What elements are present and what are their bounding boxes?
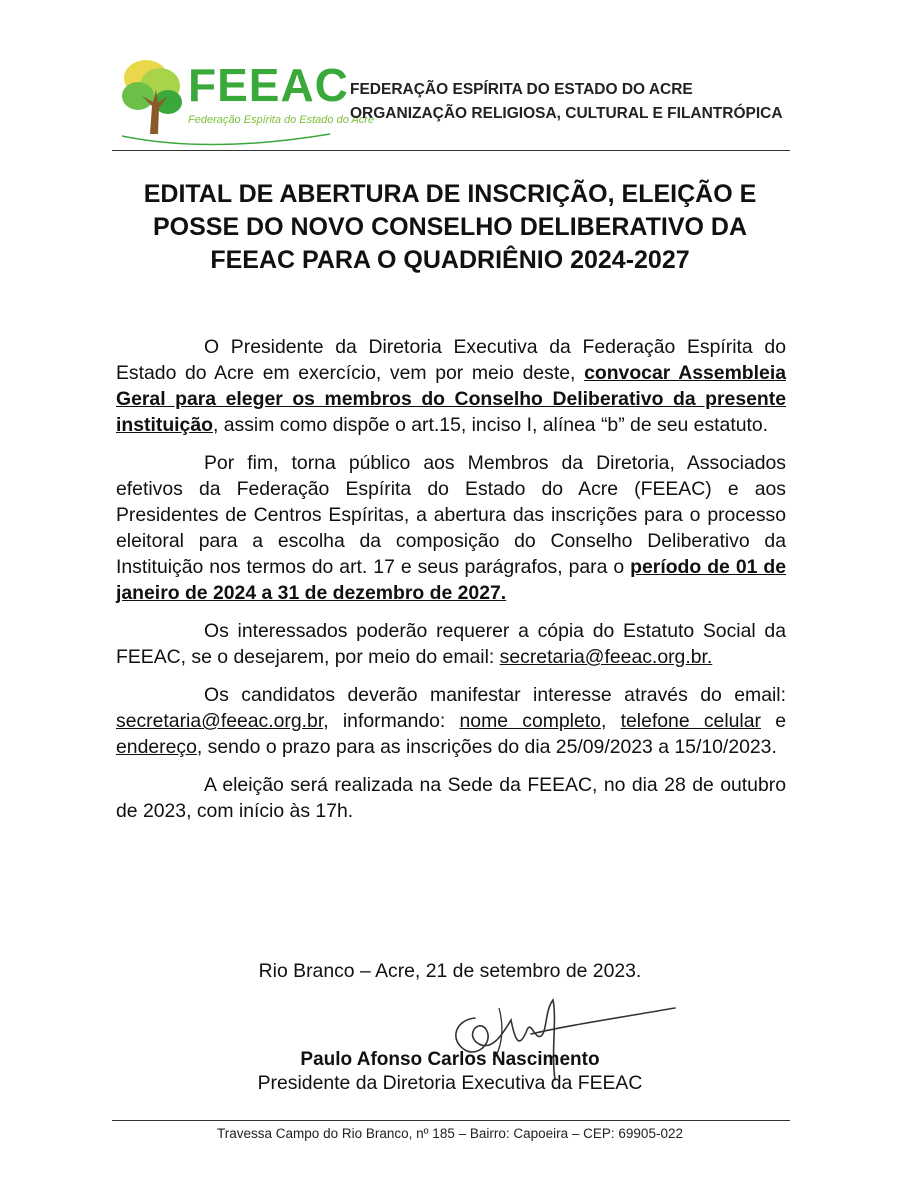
footer-divider bbox=[112, 1120, 790, 1121]
signer-name: Paulo Afonso Carlos Nascimento bbox=[300, 1049, 600, 1070]
paragraph-text: , informando: bbox=[323, 710, 460, 732]
logo-subtitle: Federação Espírita do Estado do Acre bbox=[188, 114, 375, 126]
paragraph-text: e bbox=[760, 710, 786, 732]
signer-role: Presidente da Diretoria Executiva da FEEAC bbox=[257, 1072, 643, 1094]
paragraph-text: , assim como dispõe o art.15, inciso I, alínea “b” de seu estatuto. bbox=[212, 414, 769, 436]
full-name-requirement: nome completo bbox=[459, 710, 601, 732]
paragraph-text: , bbox=[600, 710, 621, 732]
feeac-logo bbox=[120, 56, 375, 148]
paragraph-convocation bbox=[116, 334, 786, 438]
place-date: Rio Branco – Acre, 21 de setembro de 2023. bbox=[258, 960, 642, 982]
logo-wordmark: FEEAC bbox=[188, 59, 349, 111]
title-line-2: POSSE DO NOVO CONSELHO DELIBERATIVO DA bbox=[152, 213, 748, 241]
convocation-emphasis: convocar Assembleia Geral para eleger os membros do Conselho Deliberativo da presente instituição bbox=[116, 362, 786, 436]
paragraph-election: A eleição será realizada na Sede da FEEAC, no dia 28 de outubro de 2023, com início às 17h. bbox=[116, 774, 786, 822]
letterhead bbox=[112, 52, 792, 148]
phone-requirement: telefone celular bbox=[620, 710, 761, 732]
paragraph-text: O Presidente da Diretoria Executiva da Federação Espírita do Estado do Acre em exercício, vem por meio deste, bbox=[116, 336, 786, 384]
document-title bbox=[100, 178, 800, 277]
term-period-emphasis: período de 01 de janeiro de 2024 a 31 de dezembro de 2027. bbox=[116, 556, 786, 604]
organization-lines bbox=[350, 78, 783, 126]
address-requirement: endereço bbox=[116, 736, 197, 758]
paragraph-text: Por fim, torna público aos Membros da Diretoria, Associados efetivos da Federação Espírita do Estado do Acre (FEEAC) e aos Presidentes de Centros Espíritas, a abertura das inscrições para o processo eleitoral para a escolha da composição do Conselho Deliberativo da Instituição nos termos do art. 17 e seus parágrafos, para o bbox=[116, 452, 786, 578]
organization-name: FEDERAÇÃO ESPÍRITA DO ESTADO DO ACRE bbox=[350, 81, 693, 98]
email-link[interactable]: secretaria@feeac.org.br. bbox=[499, 646, 713, 668]
email-link[interactable]: secretaria@feeac.org.br bbox=[116, 710, 324, 732]
paragraph-candidates bbox=[116, 682, 786, 760]
organization-type: ORGANIZAÇÃO RELIGIOSA, CULTURAL E FILANTRÓPICA bbox=[350, 105, 783, 122]
paragraph-text: Os candidatos deverão manifestar interesse através do email: bbox=[204, 684, 786, 706]
title-line-1: EDITAL DE ABERTURA DE INSCRIÇÃO, ELEIÇÃO E bbox=[143, 180, 757, 208]
footer-address: Travessa Campo do Rio Branco, nº 185 – Bairro: Capoeira – CEP: 69905-022 bbox=[217, 1126, 683, 1141]
paragraph-statute bbox=[116, 618, 786, 670]
paragraph-registration bbox=[116, 450, 786, 606]
paragraph-text: , sendo o prazo para as inscrições do dia 25/09/2023 a 15/10/2023. bbox=[196, 736, 777, 758]
paragraph-text: Os interessados poderão requerer a cópia do Estatuto Social da FEEAC, se o desejarem, por meio do email: bbox=[116, 620, 786, 668]
title-line-3: FEEAC PARA O QUADRIÊNIO 2024-2027 bbox=[210, 246, 690, 274]
header-divider bbox=[112, 150, 790, 151]
document-body bbox=[116, 334, 786, 836]
